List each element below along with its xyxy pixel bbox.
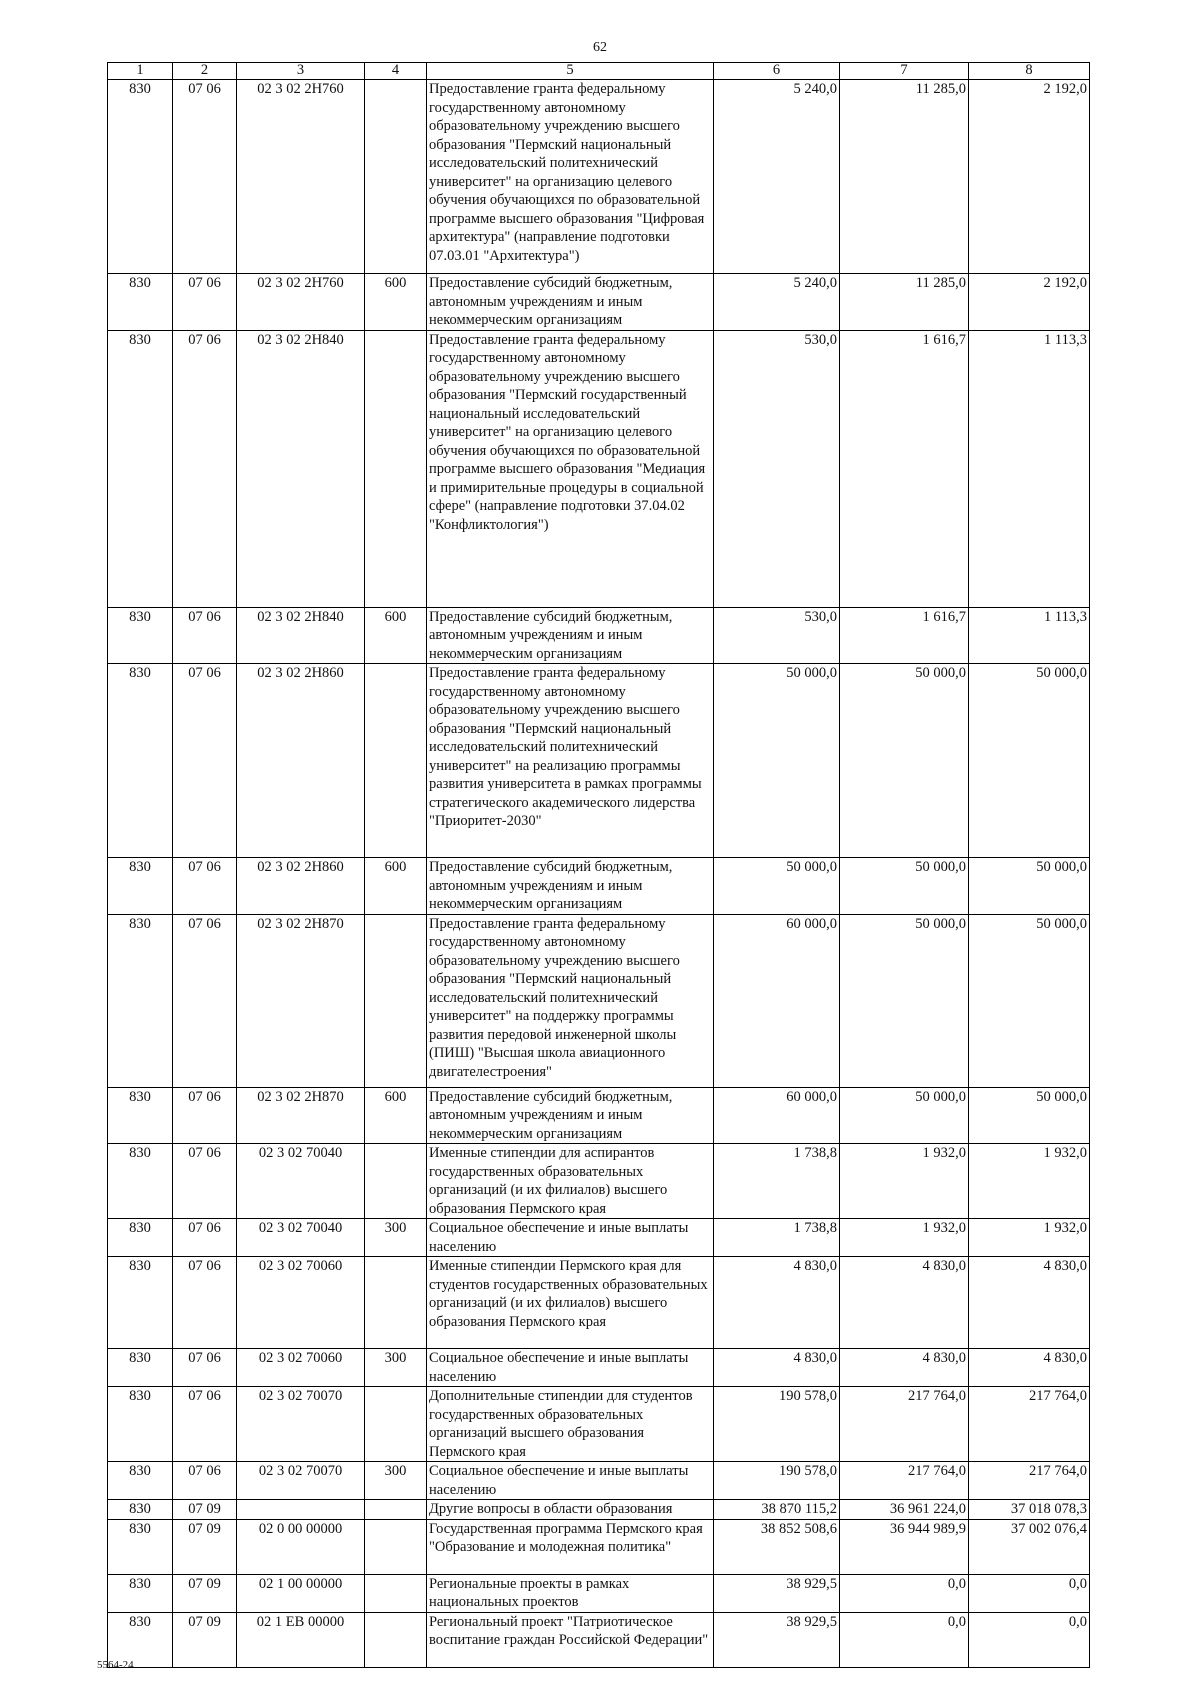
table-row [108,1500,1090,1520]
section-code-cell: 07 06 [173,664,237,858]
table-body [108,80,1090,1668]
amount-year2-cell: 1 616,7 [840,330,969,607]
expense-type-cell: 600 [365,1087,427,1144]
table-row [108,607,1090,664]
amount-year2-cell: 36 944 989,9 [840,1519,969,1574]
ministry-code-cell: 830 [108,1219,173,1257]
amount-year1-cell: 38 870 115,2 [714,1500,840,1520]
amount-year3-cell: 217 764,0 [969,1387,1090,1462]
section-code-cell: 07 06 [173,607,237,664]
budget-table [107,62,1090,1668]
document-code: 5564-24 [97,1659,134,1671]
column-header: 5 [427,63,714,80]
amount-year1-cell: 530,0 [714,330,840,607]
amount-year3-cell: 1 113,3 [969,607,1090,664]
section-code-cell: 07 06 [173,1087,237,1144]
description-cell: Предоставление гранта федеральному государственному автономному образовательному учреждению высшего образования "Пермский государственный национальный исследовательский университет" на организацию целевого обучения обучающихся по образовательной программе высшего образования "Медиация и примирительные процедуры в социальной сфере" (направление подготовки 37.04.02 "Конфликтология") [427,330,714,607]
table-row [108,1519,1090,1574]
expense-type-cell [365,330,427,607]
target-article-cell: 02 3 02 70040 [237,1219,365,1257]
amount-year2-cell: 4 830,0 [840,1257,969,1349]
section-code-cell: 07 06 [173,1144,237,1219]
column-header: 8 [969,63,1090,80]
ministry-code-cell: 830 [108,80,173,274]
expense-type-cell [365,1500,427,1520]
ministry-code-cell: 830 [108,274,173,331]
ministry-code-cell: 830 [108,914,173,1087]
description-cell: Государственная программа Пермского края "Образование и молодежная политика" [427,1519,714,1574]
target-article-cell: 02 3 02 2Н870 [237,914,365,1087]
ministry-code-cell: 830 [108,1257,173,1349]
expense-type-cell [365,80,427,274]
description-cell: Социальное обеспечение и иные выплаты населению [427,1219,714,1257]
amount-year2-cell: 36 961 224,0 [840,1500,969,1520]
expense-type-cell [365,1387,427,1462]
section-code-cell: 07 06 [173,1462,237,1500]
amount-year1-cell: 38 929,5 [714,1574,840,1612]
amount-year1-cell: 38 852 508,6 [714,1519,840,1574]
amount-year1-cell: 190 578,0 [714,1387,840,1462]
section-code-cell: 07 06 [173,1257,237,1349]
ministry-code-cell: 830 [108,1387,173,1462]
amount-year3-cell: 1 932,0 [969,1144,1090,1219]
ministry-code-cell: 830 [108,1500,173,1520]
expense-type-cell [365,664,427,858]
target-article-cell: 02 1 00 00000 [237,1574,365,1612]
amount-year3-cell: 4 830,0 [969,1257,1090,1349]
amount-year2-cell: 50 000,0 [840,664,969,858]
target-article-cell: 02 3 02 70070 [237,1462,365,1500]
amount-year1-cell: 4 830,0 [714,1349,840,1387]
ministry-code-cell: 830 [108,664,173,858]
amount-year2-cell: 0,0 [840,1612,969,1667]
target-article-cell: 02 3 02 2Н840 [237,330,365,607]
column-header: 7 [840,63,969,80]
expense-type-cell: 300 [365,1219,427,1257]
amount-year2-cell: 50 000,0 [840,914,969,1087]
ministry-code-cell: 830 [108,1087,173,1144]
target-article-cell: 02 3 02 70070 [237,1387,365,1462]
amount-year3-cell: 37 002 076,4 [969,1519,1090,1574]
target-article-cell: 02 3 02 2Н870 [237,1087,365,1144]
amount-year1-cell: 530,0 [714,607,840,664]
amount-year3-cell: 0,0 [969,1574,1090,1612]
table-row [108,1612,1090,1667]
amount-year3-cell: 1 113,3 [969,330,1090,607]
ministry-code-cell: 830 [108,1462,173,1500]
amount-year1-cell: 38 929,5 [714,1612,840,1667]
expense-type-cell: 600 [365,858,427,915]
expense-type-cell [365,1574,427,1612]
ministry-code-cell: 830 [108,1144,173,1219]
page-number: 62 [593,40,607,55]
target-article-cell: 02 3 02 2Н860 [237,664,365,858]
amount-year2-cell: 11 285,0 [840,80,969,274]
description-cell: Предоставление гранта федеральному государственному автономному образовательному учреждению высшего образования "Пермский национальный исследовательский политехнический университет" на организацию целевого обучения обучающихся по образовательной программе высшего образования "Цифровая архитектура" (направление подготовки 07.03.01 "Архитектура") [427,80,714,274]
section-code-cell: 07 06 [173,858,237,915]
description-cell: Предоставление гранта федеральному государственному автономному образовательному учреждению высшего образования "Пермский национальный исследовательский политехнический университет" на реализацию программы развития университета в рамках программы стратегического академического лидерства "Приоритет-2030" [427,664,714,858]
table-row [108,664,1090,858]
description-cell: Предоставление субсидий бюджетным, автономным учреждениям и иным некоммерческим организациям [427,607,714,664]
amount-year2-cell: 1 932,0 [840,1219,969,1257]
amount-year2-cell: 217 764,0 [840,1387,969,1462]
amount-year3-cell: 1 932,0 [969,1219,1090,1257]
amount-year2-cell: 11 285,0 [840,274,969,331]
table-row [108,80,1090,274]
amount-year1-cell: 5 240,0 [714,80,840,274]
target-article-cell [237,1500,365,1520]
table-row [108,1574,1090,1612]
table-row [108,914,1090,1087]
target-article-cell: 02 3 02 2Н840 [237,607,365,664]
expense-type-cell [365,1257,427,1349]
amount-year1-cell: 60 000,0 [714,914,840,1087]
column-header: 3 [237,63,365,80]
table-row [108,1144,1090,1219]
section-code-cell: 07 06 [173,914,237,1087]
description-cell: Именные стипендии для аспирантов государственных образовательных организаций (и их филиалов) высшего образования Пермского края [427,1144,714,1219]
table-header-row [108,63,1090,80]
expense-type-cell: 600 [365,274,427,331]
amount-year2-cell: 217 764,0 [840,1462,969,1500]
amount-year2-cell: 1 616,7 [840,607,969,664]
section-code-cell: 07 09 [173,1612,237,1667]
target-article-cell: 02 1 ЕВ 00000 [237,1612,365,1667]
target-article-cell: 02 3 02 70060 [237,1349,365,1387]
amount-year3-cell: 2 192,0 [969,274,1090,331]
expense-type-cell: 300 [365,1349,427,1387]
table-row [108,1387,1090,1462]
amount-year2-cell: 50 000,0 [840,858,969,915]
table-row [108,330,1090,607]
amount-year1-cell: 1 738,8 [714,1219,840,1257]
section-code-cell: 07 09 [173,1574,237,1612]
description-cell: Предоставление субсидий бюджетным, автономным учреждениям и иным некоммерческим организациям [427,858,714,915]
amount-year1-cell: 50 000,0 [714,858,840,915]
amount-year1-cell: 190 578,0 [714,1462,840,1500]
ministry-code-cell: 830 [108,1612,173,1667]
expense-type-cell: 300 [365,1462,427,1500]
description-cell: Социальное обеспечение и иные выплаты населению [427,1349,714,1387]
amount-year1-cell: 50 000,0 [714,664,840,858]
description-cell: Предоставление гранта федеральному государственному автономному образовательному учреждению высшего образования "Пермский национальный исследовательский политехнический университет" на поддержку программы развития передовой инженерной школы (ПИШ) "Высшая школа авиационного двигателестроения" [427,914,714,1087]
amount-year3-cell: 37 018 078,3 [969,1500,1090,1520]
description-cell: Региональный проект "Патриотическое воспитание граждан Российской Федерации" [427,1612,714,1667]
table-row [108,1087,1090,1144]
target-article-cell: 02 3 02 2Н860 [237,858,365,915]
description-cell: Именные стипендии Пермского края для студентов государственных образовательных организаций (и их филиалов) высшего образования Пермского края [427,1257,714,1349]
table-row [108,858,1090,915]
description-cell: Предоставление субсидий бюджетным, автономным учреждениям и иным некоммерческим организациям [427,274,714,331]
amount-year3-cell: 50 000,0 [969,664,1090,858]
amount-year2-cell: 4 830,0 [840,1349,969,1387]
table-row [108,1257,1090,1349]
amount-year2-cell: 0,0 [840,1574,969,1612]
description-cell: Предоставление субсидий бюджетным, автономным учреждениям и иным некоммерческим организациям [427,1087,714,1144]
amount-year1-cell: 60 000,0 [714,1087,840,1144]
description-cell: Дополнительные стипендии для студентов государственных образовательных организаций высшего образования Пермского края [427,1387,714,1462]
table-row [108,1349,1090,1387]
amount-year3-cell: 50 000,0 [969,914,1090,1087]
column-header: 4 [365,63,427,80]
section-code-cell: 07 09 [173,1519,237,1574]
ministry-code-cell: 830 [108,330,173,607]
expense-type-cell [365,1612,427,1667]
description-cell: Социальное обеспечение и иные выплаты населению [427,1462,714,1500]
target-article-cell: 02 3 02 2Н760 [237,80,365,274]
column-header: 1 [108,63,173,80]
expense-type-cell [365,1144,427,1219]
expense-type-cell [365,914,427,1087]
amount-year3-cell: 4 830,0 [969,1349,1090,1387]
ministry-code-cell: 830 [108,607,173,664]
target-article-cell: 02 3 02 70060 [237,1257,365,1349]
description-cell: Другие вопросы в области образования [427,1500,714,1520]
table-row [108,1219,1090,1257]
amount-year3-cell: 217 764,0 [969,1462,1090,1500]
section-code-cell: 07 06 [173,80,237,274]
section-code-cell: 07 06 [173,330,237,607]
section-code-cell: 07 06 [173,1349,237,1387]
amount-year2-cell: 50 000,0 [840,1087,969,1144]
amount-year3-cell: 2 192,0 [969,80,1090,274]
target-article-cell: 02 3 02 70040 [237,1144,365,1219]
ministry-code-cell: 830 [108,1519,173,1574]
ministry-code-cell: 830 [108,1574,173,1612]
amount-year3-cell: 50 000,0 [969,1087,1090,1144]
description-cell: Региональные проекты в рамках национальных проектов [427,1574,714,1612]
amount-year2-cell: 1 932,0 [840,1144,969,1219]
target-article-cell: 02 3 02 2Н760 [237,274,365,331]
section-code-cell: 07 06 [173,1387,237,1462]
column-header: 6 [714,63,840,80]
ministry-code-cell: 830 [108,858,173,915]
amount-year3-cell: 0,0 [969,1612,1090,1667]
section-code-cell: 07 06 [173,1219,237,1257]
expense-type-cell: 600 [365,607,427,664]
target-article-cell: 02 0 00 00000 [237,1519,365,1574]
amount-year3-cell: 50 000,0 [969,858,1090,915]
amount-year1-cell: 4 830,0 [714,1257,840,1349]
ministry-code-cell: 830 [108,1349,173,1387]
table-row [108,1462,1090,1500]
amount-year1-cell: 5 240,0 [714,274,840,331]
section-code-cell: 07 09 [173,1500,237,1520]
expense-type-cell [365,1519,427,1574]
amount-year1-cell: 1 738,8 [714,1144,840,1219]
table-row [108,274,1090,331]
column-header: 2 [173,63,237,80]
section-code-cell: 07 06 [173,274,237,331]
